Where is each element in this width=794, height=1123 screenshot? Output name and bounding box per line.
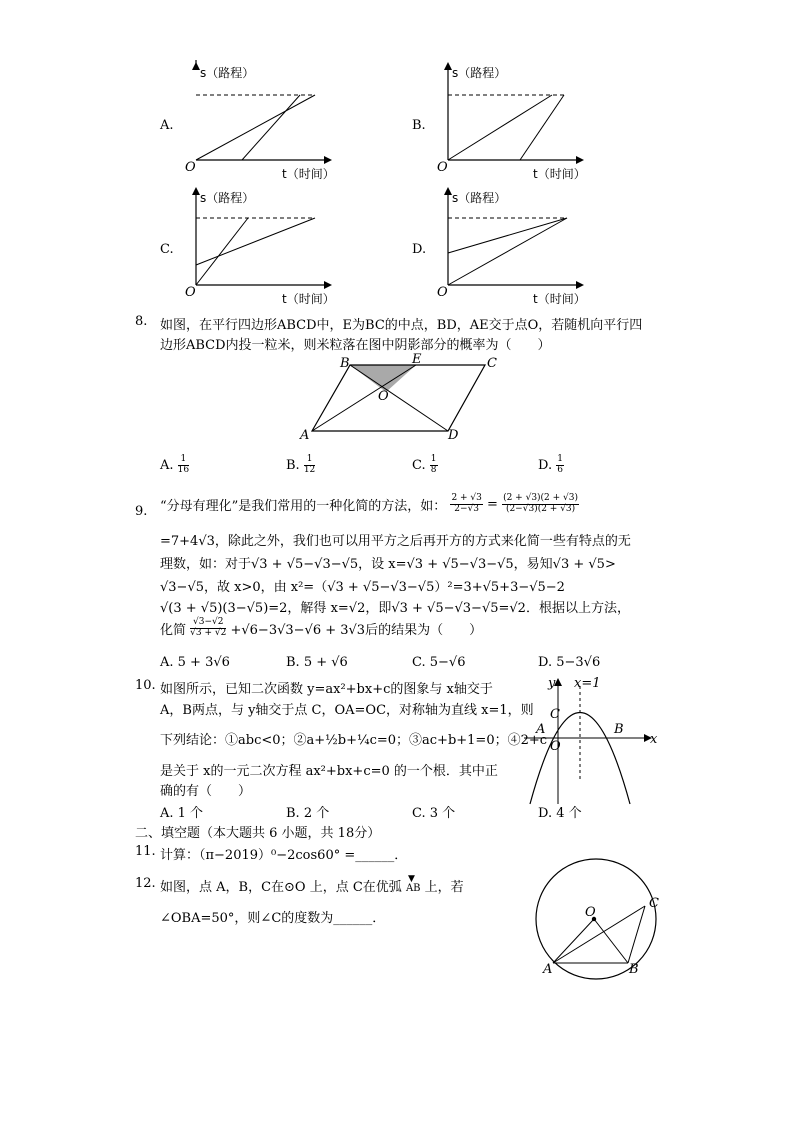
q9-line5: √(3 + √5)(3−√5)=2，解得 x=√2，即√3 + √5−√3−√5=√2．根据以上方法， [160, 601, 630, 616]
q10-label-x: x [650, 732, 658, 747]
q12-label-O: O [585, 905, 596, 920]
q8-option-d-label: D. [538, 457, 553, 473]
q8-label-E: E [412, 352, 422, 367]
q11-text: 计算：（π−2019）⁰−2cos60° =______． [160, 848, 408, 863]
q8-option-a-label: A. [160, 457, 174, 473]
q10-line3: 下列结论：①abc<0；②a+½b+¼c=0；③ac+b+1=0；④2+c [160, 733, 548, 748]
q8-label-C: C [487, 356, 497, 371]
q8-option-d[interactable] [538, 455, 564, 476]
q10-number: 10. [135, 678, 156, 693]
graph-b-s-label: s（路程） [452, 66, 507, 80]
graph-d-option: D. [412, 242, 427, 257]
q8-number: 8. [135, 314, 148, 329]
graph-d-origin: O [437, 285, 448, 300]
q10-line2: A，B两点，与 y轴交于点 C，OA=OC，对称轴为直线 x=1，则 [160, 703, 534, 718]
q9-line1-row [160, 494, 579, 515]
q9-frac1: $\frac{2 + √3}{2-√3}$ [451, 493, 482, 514]
q8-line1: 如图，在平行四边形ABCD中，E为BC的中点，BD，AE交于点O，若随机向平行四 [160, 318, 643, 333]
q9-option-a[interactable]: A. 5 + 3√6 [160, 655, 230, 670]
q9-line6-pre: 化简 [160, 622, 187, 638]
q12-label-B: B [629, 962, 639, 977]
q8-option-c-frac: $\frac{1}{8}$ [430, 454, 437, 475]
q9-line6-row [160, 618, 482, 639]
q12-label-C: C [649, 896, 659, 911]
graph-d-t-label: t（时间） [533, 292, 586, 306]
q10-label-C: C [550, 707, 560, 722]
q10-option-a[interactable]: A. 1 个 [160, 806, 204, 821]
q9-line1: “分母有理化”是我们常用的一种化简的方法，如： [160, 498, 447, 514]
q10-line4: 是关于 x的一元二次方程 ax²+bx+c=0 的一个根．其中正 [160, 764, 498, 779]
graph-a-s-label: s（路程） [200, 66, 255, 80]
q12-line1-post: 上，若 [424, 880, 464, 895]
q11-number: 11. [135, 844, 156, 859]
graph-a-t-label: t（时间） [282, 167, 335, 181]
q8-option-c-label: C. [412, 457, 426, 473]
q9-option-d[interactable]: D. 5−3√6 [538, 655, 601, 670]
q9-eq: = [487, 496, 498, 512]
q8-option-a[interactable] [160, 455, 189, 476]
graph-c-t-label: t（时间） [282, 292, 335, 306]
graph-c-s-label: s（路程） [200, 191, 255, 205]
q8-label-D: D [448, 428, 459, 443]
q9-line4: √3−√5，故 x>0，由 x²=（√3 + √5−√3−√5）²=3+√5+3−√5−2 [160, 580, 565, 595]
q9-option-b[interactable]: B. 5 + √6 [286, 655, 348, 670]
q12-line2: ∠OBA=50°，则∠C的度数为______． [160, 911, 386, 926]
q8-option-c[interactable] [412, 455, 438, 476]
q8-option-b-frac: $\frac{1}{12}$ [303, 454, 316, 475]
graph-d-s-label: s（路程） [452, 191, 507, 205]
q10-label-axis: x=1 [574, 676, 601, 691]
q10-label-y: y [548, 676, 556, 691]
graph-a-origin: O [185, 160, 196, 175]
q10-label-O: O [550, 739, 561, 754]
q12-line1: 如图，点 A，B，C在⊙O 上，点 C在优弧 [160, 880, 402, 895]
graph-b-origin: O [437, 160, 448, 175]
q9-line3: 理数，如：对于√3 + √5−√3−√5，设 x=√3 + √5−√3−√5，易知√3 + √5> [160, 557, 616, 572]
q8-option-b[interactable] [286, 455, 315, 476]
q8-option-d-frac: $\frac{1}{6}$ [557, 454, 563, 475]
q10-line5: 确的有（ ） [160, 784, 252, 799]
q9-option-c[interactable]: C. 5−√6 [412, 655, 466, 670]
q8-option-b-label: B. [286, 457, 300, 473]
q10-option-b[interactable]: B. 2 个 [286, 806, 330, 821]
q8-label-A: A [300, 428, 310, 443]
graph-c-option: C. [160, 242, 174, 257]
graph-b-t-label: t（时间） [533, 167, 586, 181]
q10-label-B: B [614, 722, 624, 737]
graph-b-option: B. [412, 118, 426, 133]
q9-line2: =7+4√3，除此之外，我们也可以用平方之后再开方的方式来化简一些有特点的无 [160, 534, 631, 549]
q10-line1: 如图所示，已知二次函数 y=ax²+bx+c的图象与 x轴交于 [160, 682, 493, 697]
q10-option-d[interactable]: D. 4 个 [538, 806, 582, 821]
q9-frac2: $\frac{(2 + √3)(2 + √3)}{(2-√3)(2 + √3)}$ [503, 493, 579, 514]
section-title-fill-in: 二、填空题（本大题共 6 小题，共 18分） [135, 826, 381, 841]
q10-parabola-figure [520, 676, 660, 806]
q10-option-c[interactable]: C. 3 个 [412, 806, 456, 821]
q8-label-O: O [378, 389, 389, 404]
graph-a-option: A. [160, 118, 174, 133]
q12-label-A: A [543, 962, 553, 977]
q9-line6-post: +√6−3√3−√6 + 3√3后的结果为（ ） [230, 622, 483, 638]
q9-number: 9. [135, 504, 148, 519]
q8-option-a-frac: $\frac{1}{16}$ [177, 454, 190, 475]
q10-label-A: A [536, 722, 546, 737]
q8-label-B: B [340, 356, 350, 371]
q9-frac3: $\frac{√3-√2}{√3 + √2}$ [190, 617, 227, 638]
q12-arc-label: ▼ AB [405, 874, 421, 894]
graph-c-origin: O [185, 285, 196, 300]
q12-line1-row [160, 876, 464, 895]
q12-number: 12. [135, 876, 156, 891]
q8-line2: 边形ABCD内投一粒米，则米粒落在图中阴影部分的概率为（ ） [160, 338, 551, 353]
